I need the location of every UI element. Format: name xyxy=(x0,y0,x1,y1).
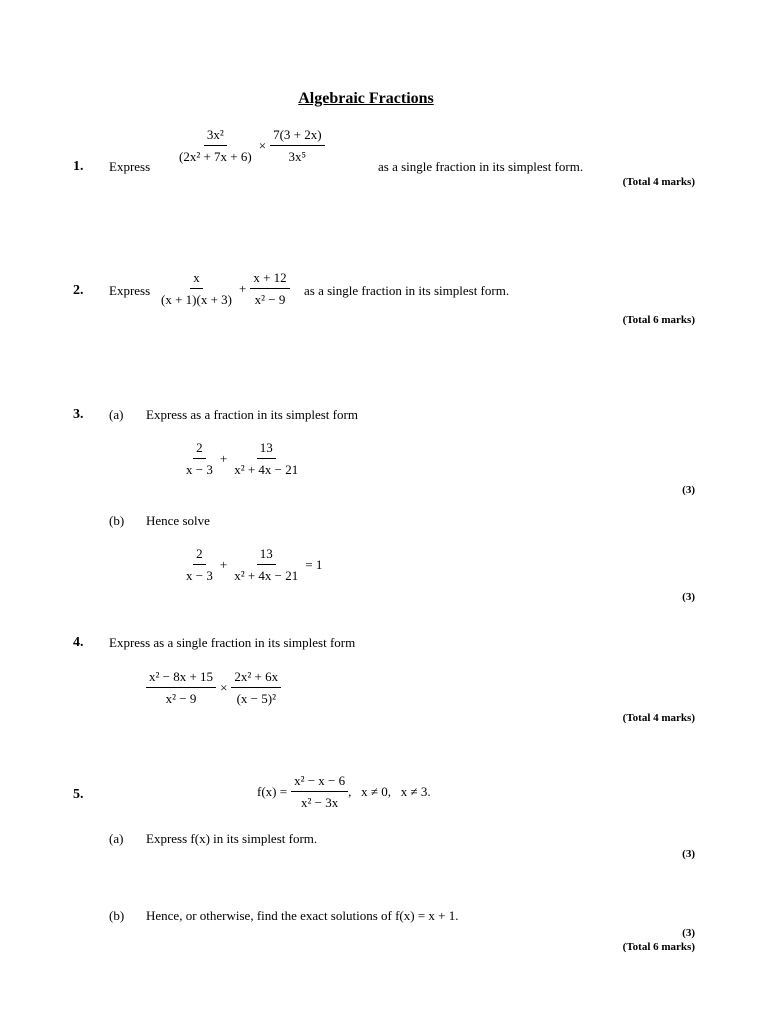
q1-times-sign: × xyxy=(258,138,267,153)
question-1-number: 1. xyxy=(73,159,84,174)
question-3-number: 3. xyxy=(73,407,84,422)
question-2-express: Express xyxy=(109,283,151,298)
question-5a-text: Express f(x) in its simplest form. xyxy=(146,831,318,846)
q3a-fraction-2-numerator: 13 xyxy=(257,440,276,459)
q5-f-of-x-label: f(x) = xyxy=(257,784,288,799)
q3b-fraction-1-denominator: x − 3 xyxy=(186,568,213,583)
q2-fraction-1 xyxy=(158,270,235,308)
q3b-fraction-1 xyxy=(183,546,216,584)
q2-fraction-1-denominator: (x + 1)(x + 3) xyxy=(161,292,232,307)
q3a-fraction-1 xyxy=(183,440,216,478)
question-2-number: 2. xyxy=(73,283,84,298)
q3a-fraction-2-denominator: x² + 4x − 21 xyxy=(234,462,299,477)
question-3b-expression xyxy=(183,546,326,584)
q4-fraction-2 xyxy=(231,669,281,707)
question-1-instruction: as a single fraction in its simplest form. xyxy=(378,159,584,174)
q3a-fraction-1-numerator: 2 xyxy=(193,440,206,459)
q5-fraction-numerator: x² − x − 6 xyxy=(291,773,348,792)
q4-fraction-2-numerator: 2x² + 6x xyxy=(231,669,281,688)
q1-fraction-2-numerator: 7(3 + 2x) xyxy=(270,127,325,146)
q4-fraction-2-denominator: (x − 5)² xyxy=(236,691,276,706)
question-5b-text: Hence, or otherwise, find the exact solutions of f(x) = x + 1. xyxy=(146,908,459,923)
question-2-instruction: as a single fraction in its simplest form. xyxy=(304,283,510,298)
q4-fraction-1-numerator: x² − 8x + 15 xyxy=(146,669,216,688)
question-4-text: Express as a single fraction in its simplest form xyxy=(109,635,356,650)
question-1-marks: (Total 4 marks) xyxy=(622,176,695,188)
q1-fraction-1-numerator: 3x² xyxy=(204,127,227,146)
q3b-fraction-2 xyxy=(231,546,301,584)
question-1-express: Express xyxy=(109,159,151,174)
q3b-plus-sign: + xyxy=(219,557,228,572)
q2-fraction-2-denominator: x² − 9 xyxy=(254,292,286,307)
question-3a-text: Express as a fraction in its simplest form xyxy=(146,407,358,422)
q1-fraction-1-denominator: (2x² + 7x + 6) xyxy=(179,149,252,164)
question-5b-marks: (3) xyxy=(682,927,695,939)
q2-fraction-1-numerator: x xyxy=(190,270,203,289)
q1-fraction-2-denominator: 3x⁵ xyxy=(288,149,307,164)
question-2-marks: (Total 6 marks) xyxy=(622,314,695,326)
question-5a-marks: (3) xyxy=(682,848,695,860)
question-3b-marks: (3) xyxy=(682,591,695,603)
q4-fraction-1-denominator: x² − 9 xyxy=(165,691,197,706)
q3a-fraction-2 xyxy=(231,440,301,478)
question-5a-label: (a) xyxy=(109,831,124,846)
question-5-total-marks: (Total 6 marks) xyxy=(622,941,695,953)
question-4-marks: (Total 4 marks) xyxy=(622,712,695,724)
q3a-fraction-1-denominator: x − 3 xyxy=(186,462,213,477)
question-3b-text: Hence solve xyxy=(146,513,210,528)
question-3b-label: (b) xyxy=(109,513,125,528)
question-3a-label: (a) xyxy=(109,407,124,422)
q3b-fraction-2-denominator: x² + 4x − 21 xyxy=(234,568,299,583)
question-1-expression xyxy=(176,127,325,165)
question-5-number: 5. xyxy=(73,787,84,802)
q2-fraction-2-numerator: x + 12 xyxy=(250,270,289,289)
q5-fraction xyxy=(291,773,348,811)
question-3a-expression xyxy=(183,440,301,478)
q4-times-sign: × xyxy=(220,680,228,695)
question-4-number: 4. xyxy=(73,635,84,650)
q4-fraction-1 xyxy=(146,669,216,707)
q5-fraction-denominator: x² − 3x xyxy=(300,795,339,810)
q1-fraction-1 xyxy=(176,127,255,165)
q3b-fraction-2-numerator: 13 xyxy=(257,546,276,565)
q3b-fraction-1-numerator: 2 xyxy=(193,546,206,565)
page-title: Algebraic Fractions xyxy=(298,90,434,107)
q5-conditions: , x ≠ 0, x ≠ 3. xyxy=(348,784,431,799)
q3a-plus-sign: + xyxy=(219,451,228,466)
q3b-equals-one: = 1 xyxy=(305,557,323,572)
q1-fraction-2 xyxy=(270,127,325,165)
question-5-function xyxy=(257,773,431,811)
q2-plus-sign: + xyxy=(238,281,247,296)
question-2-expression xyxy=(158,270,290,308)
question-4-expression xyxy=(146,669,281,707)
q2-fraction-2 xyxy=(250,270,289,308)
question-3a-marks: (3) xyxy=(682,484,695,496)
question-5b-label: (b) xyxy=(109,908,125,923)
